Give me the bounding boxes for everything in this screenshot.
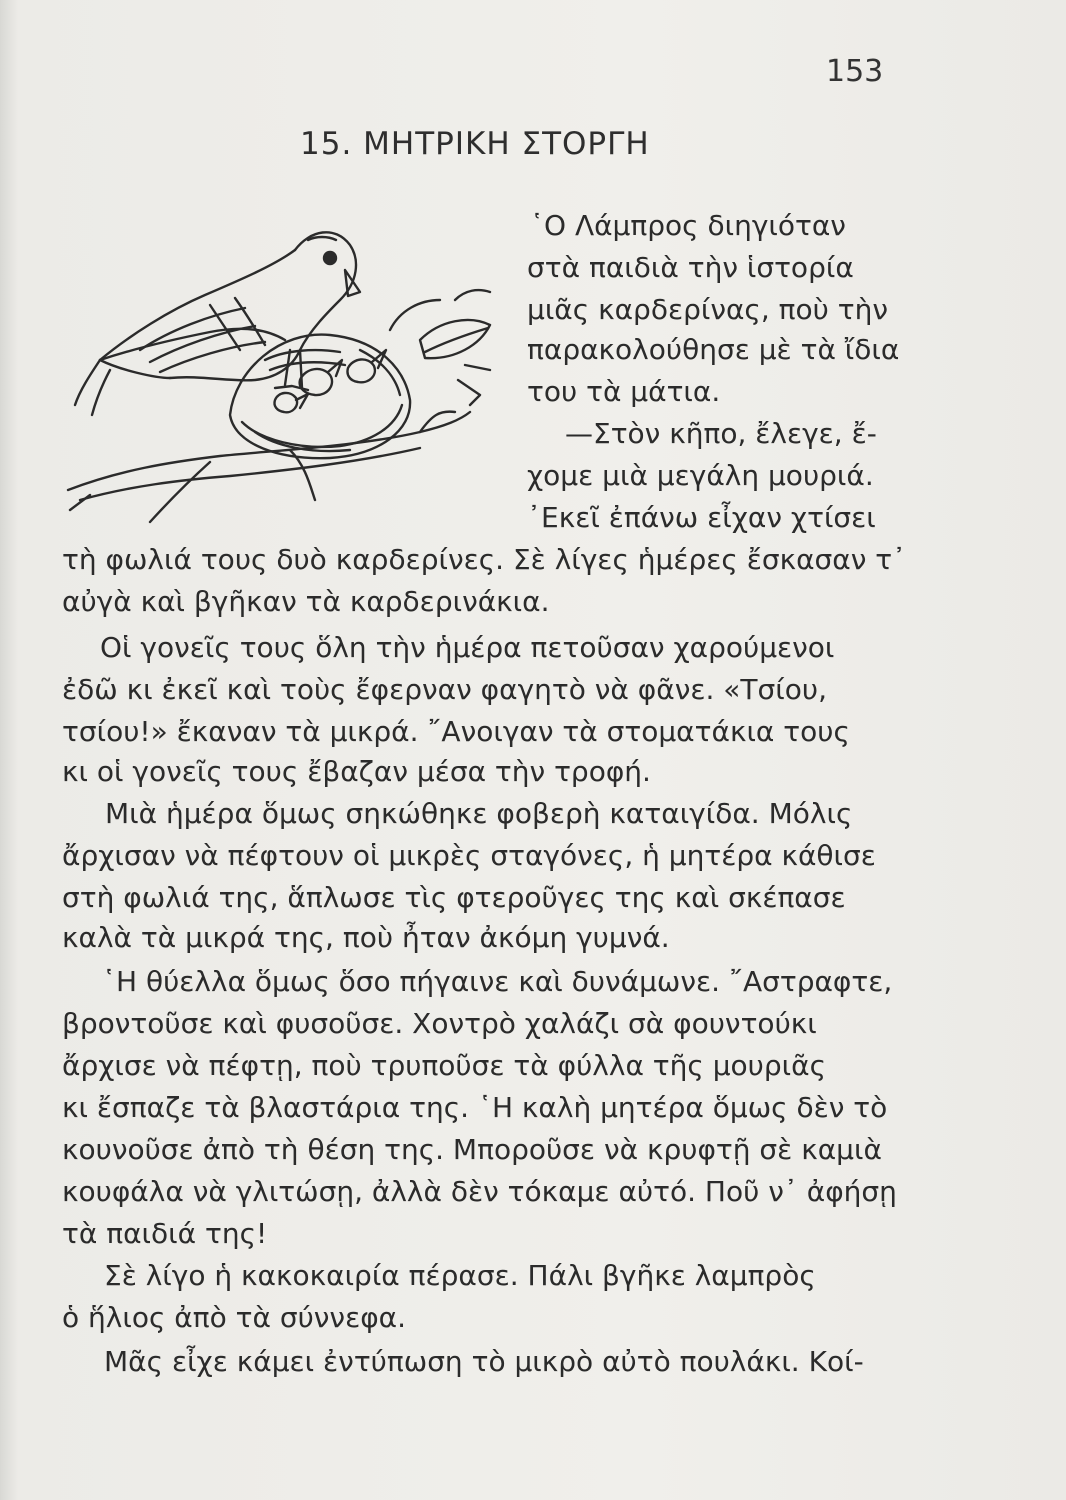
text-line: ἐδῶ κι ἐκεῖ καὶ τοὺς ἔφερναν φαγητὸ νὰ φᾶνε. «Τσίου, bbox=[62, 673, 827, 706]
text-line: αὐγὰ καὶ βγῆκαν τὰ καρδερινάκια. bbox=[62, 585, 550, 618]
chapter-title: 15. ΜΗΤΡΙΚΗ ΣΤΟΡΓΗ bbox=[300, 126, 650, 162]
text-line: Μιὰ ἡμέρα ὅμως σηκώθηκε φοβερὴ καταιγίδα. Μόλις bbox=[105, 797, 853, 830]
text-line: ἄρχισε νὰ πέφτῃ, ποὺ τρυποῦσε τὰ φύλλα τῆς μουριᾶς bbox=[62, 1049, 827, 1082]
text-line: κουνοῦσε ἀπὸ τὴ θέση της. Μποροῦσε νὰ κρυφτῇ σὲ καμιὰ bbox=[62, 1133, 882, 1166]
text-line: —Στὸν κῆπο, ἔλεγε, ἔ- bbox=[565, 417, 877, 450]
text-line: ᾿Εκεῖ ἐπάνω εἶχαν χτίσει bbox=[527, 501, 876, 534]
text-line: του τὰ μάτια. bbox=[527, 375, 721, 408]
text-line: Μᾶς εἶχε κάμει ἐντύπωση τὸ μικρὸ αὐτὸ πουλάκι. Κοί- bbox=[104, 1345, 864, 1378]
bird-nest-illustration-icon bbox=[60, 200, 515, 545]
text-line: παρακολούθησε μὲ τὰ ἴδια bbox=[527, 333, 900, 366]
text-line: ῾Η θύελλα ὅμως ὅσο πήγαινε καὶ δυνάμωνε. ῎Αστραφτε, bbox=[102, 965, 893, 998]
text-line: κι ἔσπαζε τὰ βλαστάρια της. ῾Η καλὴ μητέρα ὅμως δὲν τὸ bbox=[62, 1091, 888, 1124]
text-line: τὴ φωλιά τους δυὸ καρδερίνες. Σὲ λίγες ἡμέρες ἔσκασαν τ᾿ bbox=[62, 543, 907, 576]
page-number: 153 bbox=[826, 54, 884, 89]
text-line: Σὲ λίγο ἡ κακοκαιρία πέρασε. Πάλι βγῆκε λαμπρὸς bbox=[104, 1259, 816, 1292]
text-line: χομε μιὰ μεγάλη μουριά. bbox=[527, 459, 874, 492]
text-line: ῾Ο Λάμπρος διηγιόταν bbox=[530, 209, 846, 242]
text-line: κουφάλα νὰ γλιτώσῃ, ἀλλὰ δὲν τόκαμε αὐτό. Ποῦ ν᾿ ἀφήσῃ bbox=[62, 1175, 897, 1208]
text-line: στὴ φωλιά της, ἅπλωσε τὶς φτεροῦγες της καὶ σκέπασε bbox=[62, 881, 846, 914]
text-line: τσίου!» ἔκαναν τὰ μικρά. ῎Ανοιγαν τὰ στοματάκια τους bbox=[62, 715, 850, 748]
text-line: τὰ παιδιά της! bbox=[62, 1217, 268, 1250]
text-line: ἄρχισαν νὰ πέφτουν οἱ μικρὲς σταγόνες, ἡ μητέρα κάθισε bbox=[62, 839, 876, 872]
text-line: βροντοῦσε καὶ φυσοῦσε. Χοντρὸ χαλάζι σὰ φουντούκι bbox=[62, 1007, 817, 1040]
text-line: μιᾶς καρδερίνας, ποὺ τὴν bbox=[527, 293, 888, 326]
text-line: ὁ ἥλιος ἀπὸ τὰ σύννεφα. bbox=[62, 1301, 407, 1334]
text-line: Οἱ γονεῖς τους ὅλη τὴν ἡμέρα πετοῦσαν χαρούμενοι bbox=[100, 631, 835, 664]
text-line: κι οἱ γονεῖς τους ἔβαζαν μέσα τὴν τροφή. bbox=[62, 755, 651, 788]
text-line: στὰ παιδιὰ τὴν ἱστορία bbox=[527, 251, 854, 284]
text-line: καλὰ τὰ μικρά της, ποὺ ἦταν ἀκόμη γυμνά. bbox=[62, 921, 670, 954]
